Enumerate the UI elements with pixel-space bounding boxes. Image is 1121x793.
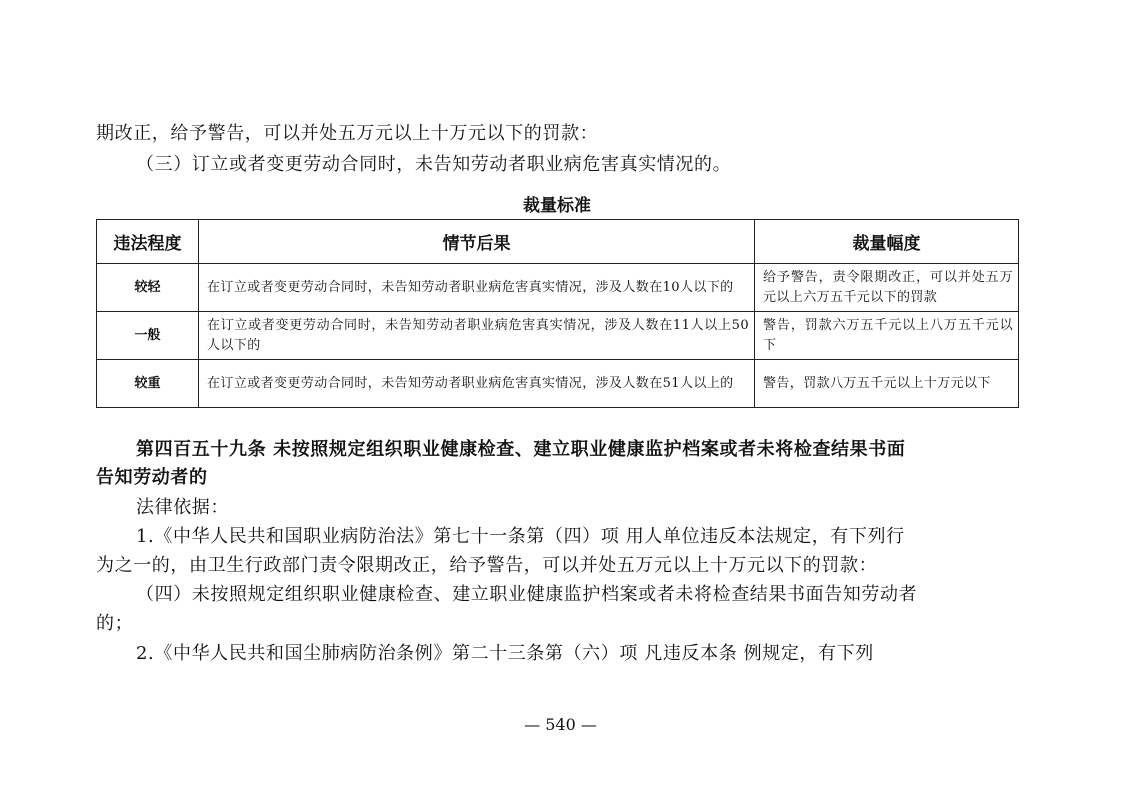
- header-penalty-range: 裁量幅度: [755, 220, 1019, 264]
- legal-basis-label: 法律依据：: [136, 497, 229, 518]
- row-penalty: 给予警告，责令限期改正，可以并处五万元以上六万五千元以下的罚款: [755, 264, 1019, 312]
- page-number: — 540 —: [524, 715, 597, 734]
- row-consequence: 在订立或者变更劳动合同时，未告知劳动者职业病危害真实情况，涉及人数在51人以上的: [199, 360, 755, 408]
- table-row: [97, 312, 1019, 360]
- table-row: [97, 360, 1019, 408]
- penalty-standard-table: [96, 219, 1019, 408]
- row-level: 较重: [97, 360, 199, 408]
- row-level: 较轻: [97, 264, 199, 312]
- row-level: 一般: [97, 312, 199, 360]
- row-penalty: 警告，罚款六万五千元以上八万五千元以下: [755, 312, 1019, 360]
- article-body-line-2: 为之一的，由卫生行政部门责令限期改正，给予警告，可以并处五万元以上十万元以下的罚款：: [96, 555, 878, 576]
- article-body-line-5: 2.《中华人民共和国尘肺病防治条例》第二十三条第（六）项 凡违反本条 例规定，有下列: [136, 643, 874, 664]
- row-penalty: 警告，罚款八万五千元以上十万元以下: [755, 360, 1019, 408]
- table-caption: 裁量标准: [523, 196, 591, 216]
- row-consequence: 在订立或者变更劳动合同时，未告知劳动者职业病危害真实情况，涉及人数在10人以下的: [199, 264, 755, 312]
- intro-line-1: 期改正，给予警告，可以并处五万元以上十万元以下的罚款：: [96, 123, 599, 144]
- header-circumstances: 情节后果: [199, 220, 755, 264]
- header-violation-degree: 违法程度: [97, 220, 199, 264]
- article-body-line-3: （四）未按照规定组织职业健康检查、建立职业健康监护档案或者未将检查结果书面告知劳动者: [136, 584, 918, 605]
- article-heading-line-2: 告知劳动者的: [96, 467, 208, 488]
- article-heading-line-1: 第四百五十九条 未按照规定组织职业健康检查、建立职业健康监护档案或者未将检查结果书面: [136, 439, 906, 460]
- intro-line-2: （三）订立或者变更劳动合同时，未告知劳动者职业病危害真实情况的。: [136, 154, 732, 175]
- article-body-line-1: 1.《中华人民共和国职业病防治法》第七十一条第（四）项 用人单位违反本法规定，有下列行: [136, 526, 905, 547]
- row-consequence: 在订立或者变更劳动合同时，未告知劳动者职业病危害真实情况，涉及人数在11人以上50人以下的: [199, 312, 755, 360]
- table-row: [97, 264, 1019, 312]
- article-body-line-4: 的；: [96, 613, 134, 634]
- table-header-row: [97, 220, 1019, 264]
